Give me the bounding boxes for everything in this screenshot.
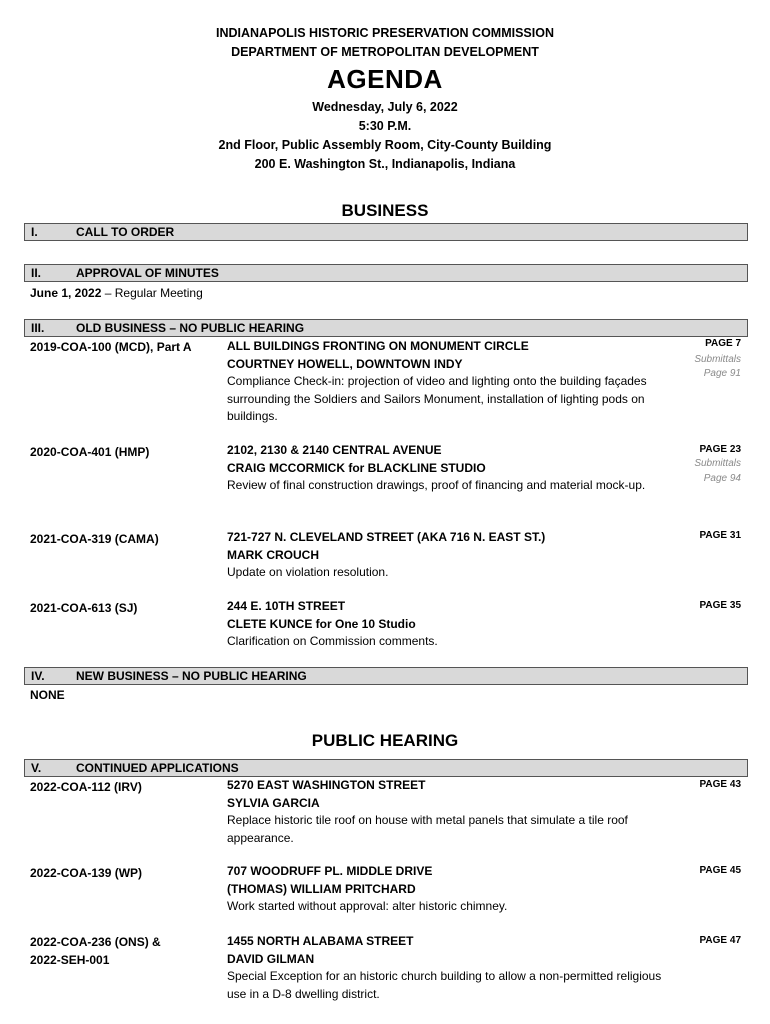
section-number: II. xyxy=(31,266,42,280)
minutes-description: – Regular Meeting xyxy=(101,286,203,300)
section-number: I. xyxy=(31,225,38,239)
applicant: CRAIG MCCORMICK for BLACKLINE STUDIO xyxy=(227,460,486,475)
page-reference: PAGE 31 xyxy=(699,530,741,541)
item-description: Update on violation resolution. xyxy=(227,565,389,579)
agenda-item xyxy=(227,933,667,1003)
section-bar-new-business xyxy=(24,667,748,685)
page-title: AGENDA xyxy=(327,64,443,94)
applicant: DAVID GILMAN xyxy=(227,951,315,966)
property-address: 1455 NORTH ALABAMA STREET xyxy=(227,934,414,948)
section-title: CALL TO ORDER xyxy=(76,225,175,239)
case-number: 2020-COA-401 (HMP) xyxy=(30,445,150,459)
property-address: 707 WOODRUFF PL. MIDDLE DRIVE xyxy=(227,864,433,878)
section-number: IV. xyxy=(31,669,45,683)
agenda-item xyxy=(227,863,667,916)
property-address: ALL BUILDINGS FRONTING ON MONUMENT CIRCLE xyxy=(227,339,529,353)
section-bar-continued-applications xyxy=(24,759,748,777)
applicant: MARK CROUCH xyxy=(227,547,319,562)
submittals-page: Page 91 xyxy=(703,368,741,379)
item-description: Work started without approval: alter historic chimney. xyxy=(227,899,508,913)
applicant: SYLVIA GARCIA xyxy=(227,795,320,810)
org-name: INDIANAPOLIS HISTORIC PRESERVATION COMMISSION xyxy=(216,26,554,40)
minutes-date: June 1, 2022 xyxy=(30,286,102,300)
agenda-item xyxy=(227,338,667,426)
section-title: OLD BUSINESS – NO PUBLIC HEARING xyxy=(76,321,305,335)
section-title: NEW BUSINESS – NO PUBLIC HEARING xyxy=(76,669,307,683)
page-reference: PAGE 23 xyxy=(699,444,741,455)
case-number: 2022-COA-139 (WP) xyxy=(30,866,143,880)
section-bar-call-to-order xyxy=(24,223,748,241)
item-description: Special Exception for an historic church building to allow a non-permitted religious use in a D-8 dwelling district. xyxy=(227,969,662,1001)
property-address: 721-727 N. CLEVELAND STREET (AKA 716 N. EAST ST.) xyxy=(227,530,546,544)
business-heading: BUSINESS xyxy=(341,201,429,220)
section-title: APPROVAL OF MINUTES xyxy=(76,266,219,280)
meeting-date: Wednesday, July 6, 2022 xyxy=(312,100,458,114)
department-name: DEPARTMENT OF METROPOLITAN DEVELOPMENT xyxy=(231,45,539,59)
case-number: 2022-COA-112 (IRV) xyxy=(30,780,142,794)
item-description: Clarification on Commission comments. xyxy=(227,634,438,648)
section-number: III. xyxy=(31,321,45,335)
submittals-label: Submittals xyxy=(694,354,741,365)
agenda-item xyxy=(227,777,667,847)
page-reference: PAGE 43 xyxy=(699,779,741,790)
section-bar-approval-of-minutes xyxy=(24,264,748,282)
agenda-item xyxy=(227,529,667,582)
section-title: CONTINUED APPLICATIONS xyxy=(76,761,239,775)
meeting-location: 2nd Floor, Public Assembly Room, City-County Building xyxy=(218,138,552,152)
property-address: 2102, 2130 & 2140 CENTRAL AVENUE xyxy=(227,443,442,457)
case-number: 2019-COA-100 (MCD), Part A xyxy=(30,340,192,354)
page-reference: PAGE 35 xyxy=(699,600,741,611)
new-business-none: NONE xyxy=(30,688,65,702)
agenda-item xyxy=(227,598,667,651)
case-number-group xyxy=(30,933,220,969)
meeting-time: 5:30 P.M. xyxy=(358,119,412,133)
case-number: 2021-COA-613 (SJ) xyxy=(30,601,138,615)
property-address: 244 E. 10TH STREET xyxy=(227,599,346,613)
applicant: CLETE KUNCE for One 10 Studio xyxy=(227,616,416,631)
page-reference: PAGE 7 xyxy=(705,338,741,349)
case-number: 2022-COA-236 (ONS) & xyxy=(30,935,161,949)
meeting-address: 200 E. Washington St., Indianapolis, Indiana xyxy=(254,157,516,171)
submittals-page: Page 94 xyxy=(703,473,741,484)
item-description: Review of final construction drawings, proof of financing and material mock-up. xyxy=(227,478,646,492)
public-hearing-heading: PUBLIC HEARING xyxy=(311,731,459,750)
property-address: 5270 EAST WASHINGTON STREET xyxy=(227,778,426,792)
agenda-item xyxy=(227,442,667,495)
section-bar-old-business xyxy=(24,319,748,337)
page-reference: PAGE 47 xyxy=(699,935,741,946)
submittals-label: Submittals xyxy=(694,458,741,469)
page-reference: PAGE 45 xyxy=(699,865,741,876)
item-description: Compliance Check-in: projection of video and lighting onto the building façades surrounding the Soldiers and Sailors Monument, installation of lighting pods on buildings. xyxy=(227,374,647,423)
applicant: COURTNEY HOWELL, DOWNTOWN INDY xyxy=(227,356,463,371)
case-number: 2021-COA-319 (CAMA) xyxy=(30,532,159,546)
minutes-entry xyxy=(30,286,203,300)
applicant: (THOMAS) WILLIAM PRITCHARD xyxy=(227,881,416,896)
case-number: 2022-SEH-001 xyxy=(30,953,110,967)
item-description: Replace historic tile roof on house with metal panels that simulate a tile roof appearance. xyxy=(227,813,628,845)
section-number: V. xyxy=(31,761,42,775)
